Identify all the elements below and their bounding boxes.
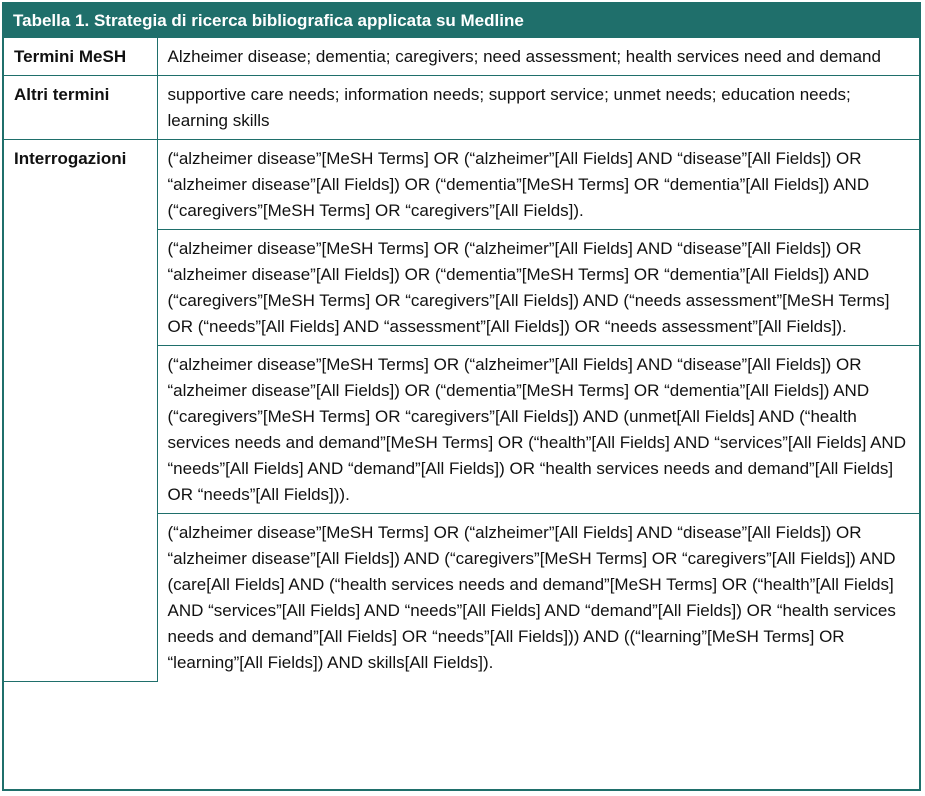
cell-other-terms: supportive care needs; information needs; support service; unmet needs; education needs; learning skills bbox=[157, 76, 919, 140]
query-cell-1: (“alzheimer disease”[MeSH Terms] OR (“alzheimer”[All Fields] AND “disease”[All Fields]) OR “alzheimer disease”[All Fields]) OR (“dementia”[MeSH Terms] OR “dementia”[All Fields]) AND (“caregivers”[MeSH Terms] OR “caregivers”[All Fields]). bbox=[157, 140, 919, 230]
row-header-mesh-terms: Termini MeSH bbox=[4, 38, 157, 76]
query-cell-2: (“alzheimer disease”[MeSH Terms] OR (“alzheimer”[All Fields] AND “disease”[All Fields]) OR “alzheimer disease”[All Fields]) OR (“dementia”[MeSH Terms] OR “dementia”[All Fields]) AND (“caregivers”[MeSH Terms] OR “caregivers”[All Fields]) AND (“needs assessment”[MeSH Terms] OR (“needs”[All Fields] AND “assessment”[All Fields]) OR “needs assessment”[All Fields]). bbox=[157, 230, 919, 346]
table-row bbox=[4, 140, 919, 230]
row-header-other-terms: Altri termini bbox=[4, 76, 157, 140]
table-title: Tabella 1. Strategia di ricerca bibliografica applicata su Medline bbox=[4, 4, 919, 38]
row-header-queries: Interrogazioni bbox=[4, 140, 157, 682]
table-body bbox=[4, 38, 919, 682]
cell-mesh-terms: Alzheimer disease; dementia; caregivers; need assessment; health services need and demand bbox=[157, 38, 919, 76]
query-cell-4: (“alzheimer disease”[MeSH Terms] OR (“alzheimer”[All Fields] AND “disease”[All Fields]) OR “alzheimer disease”[All Fields]) AND (“caregivers”[MeSH Terms] OR “caregivers”[All Fields]) AND (care[All Fields] AND (“health services needs and demand”[MeSH Terms] OR (“health”[All Fields] AND “services”[All Fields] AND “needs”[All Fields] AND “demand”[All Fields]) OR “health services needs and demand”[All Fields] OR “needs”[All Fields])) AND ((“learning”[MeSH Terms] OR “learning”[All Fields]) AND skills[All Fields]). bbox=[157, 514, 919, 682]
table-row bbox=[4, 38, 919, 76]
table-row bbox=[4, 76, 919, 140]
query-cell-3: (“alzheimer disease”[MeSH Terms] OR (“alzheimer”[All Fields] AND “disease”[All Fields]) OR “alzheimer disease”[All Fields]) OR (“dementia”[MeSH Terms] OR “dementia”[All Fields]) AND (“caregivers”[MeSH Terms] OR “caregivers”[All Fields]) AND (unmet[All Fields] AND (“health services needs and demand”[MeSH Terms] OR (“health”[All Fields] AND “services”[All Fields] AND “needs”[All Fields] AND “demand”[All Fields]) OR “health services needs and demand”[All Fields] OR “needs”[All Fields])). bbox=[157, 346, 919, 514]
search-strategy-table bbox=[2, 2, 921, 791]
